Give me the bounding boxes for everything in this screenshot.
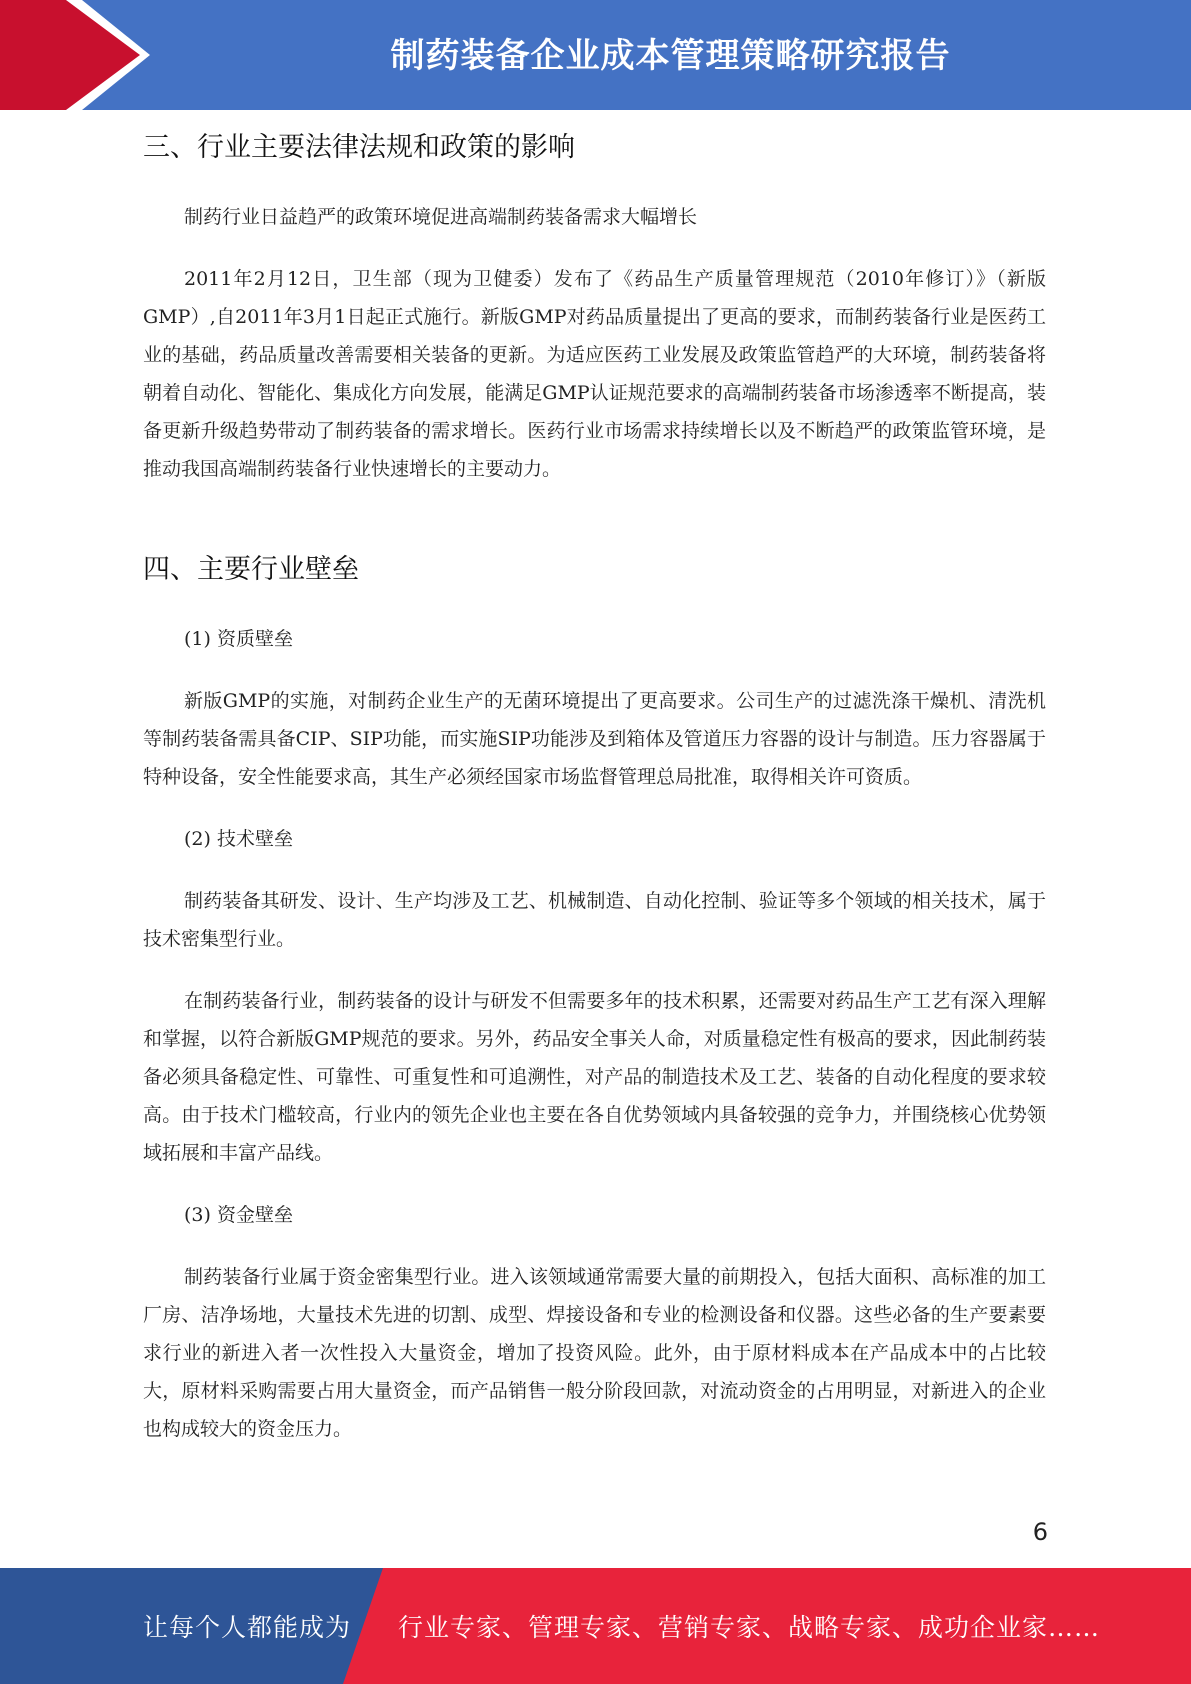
paragraph-capital: 制药装备行业属于资金密集型行业。进入该领域通常需要大量的前期投入，包括大面积、高标准的加工厂房、洁净场地，大量技术先进的切割、成型、焊接设备和专业的检测设备和仪器。这些必备的生产要素要求行业的新进入者一次性投入大量资金，增加了投资风险。此外，由于原材料成本在产品成本中的占比较大，原材料采购需要占用大量资金，而产品销售一般分阶段回款，对流动资金的占用明显，对新进入的企业也构成较大的资金压力。 [143,1266,1046,1440]
footer-slogan-left: 让每个人都能成为 [143,1613,352,1642]
page-footer [0,1568,1191,1684]
paragraph-technology-2: 在制药装备行业，制药装备的设计与研发不但需要多年的技术积累，还需要对药品生产工艺有深入理解和掌握，以符合新版GMP规范的要求。另外，药品安全事关人命，对质量稳定性有极高的要求，因此制药装备必须具备稳定性、可靠性、可重复性和可追溯性，对产品的制造技术及工艺、装备的自动化程度的要求较高。由于技术门槛较高，行业内的领先企业也主要在各自优势领域内具备较强的竞争力，并围绕核心优势领域拓展和丰富产品线。 [143,990,1046,1164]
subheading-technology: (2) 技术壁垒 [184,828,293,850]
paragraph-qualification: 新版GMP的实施，对制药企业生产的无菌环境提出了更高要求。公司生产的过滤洗涤干燥机、清洗机等制药装备需具备CIP、SIP功能，而实施SIP功能涉及到箱体及管道压力容器的设计与制造。压力容器属于特种设备，安全性能要求高，其生产必须经国家市场监督管理总局批准，取得相关许可资质。 [143,690,1046,788]
header-title: 制药装备企业成本管理策略研究报告 [390,35,951,76]
section-3-lead: 制药行业日益趋严的政策环境促进高端制药装备需求大幅增长 [184,206,698,228]
section-4-title: 四、主要行业壁垒 [143,554,359,585]
subheading-capital: (3) 资金壁垒 [184,1204,293,1226]
subheading-qualification: (1) 资质壁垒 [184,628,293,650]
section-3-title: 三、行业主要法律法规和政策的影响 [143,132,575,163]
footer-slogan-right: 行业专家、管理专家、营销专家、战略专家、成功企业家…… [398,1613,1101,1642]
page-header [0,0,1191,110]
paragraph-technology-1: 制药装备其研发、设计、生产均涉及工艺、机械制造、自动化控制、验证等多个领域的相关技术，属于技术密集型行业。 [143,890,1046,950]
section-3-paragraph: 2011年2月12日，卫生部（现为卫健委）发布了《药品生产质量管理规范（2010年修订）》（新版GMP）,自2011年3月1日起正式施行。新版GMP对药品质量提出了更高的要求，而制药装备行业是医药工业的基础，药品质量改善需要相关装备的更新。为适应医药工业发展及政策监管趋严的大环境，制药装备将朝着自动化、智能化、集成化方向发展，能满足GMP认证规范要求的高端制药装备市场渗透率不断提高，装备更新升级趋势带动了制药装备的需求增长。医药行业市场需求持续增长以及不断趋严的政策监管环境，是推动我国高端制药装备行业快速增长的主要动力。 [143,268,1046,480]
main-content [143,128,1046,1448]
page-number: 6 [1032,1518,1048,1546]
